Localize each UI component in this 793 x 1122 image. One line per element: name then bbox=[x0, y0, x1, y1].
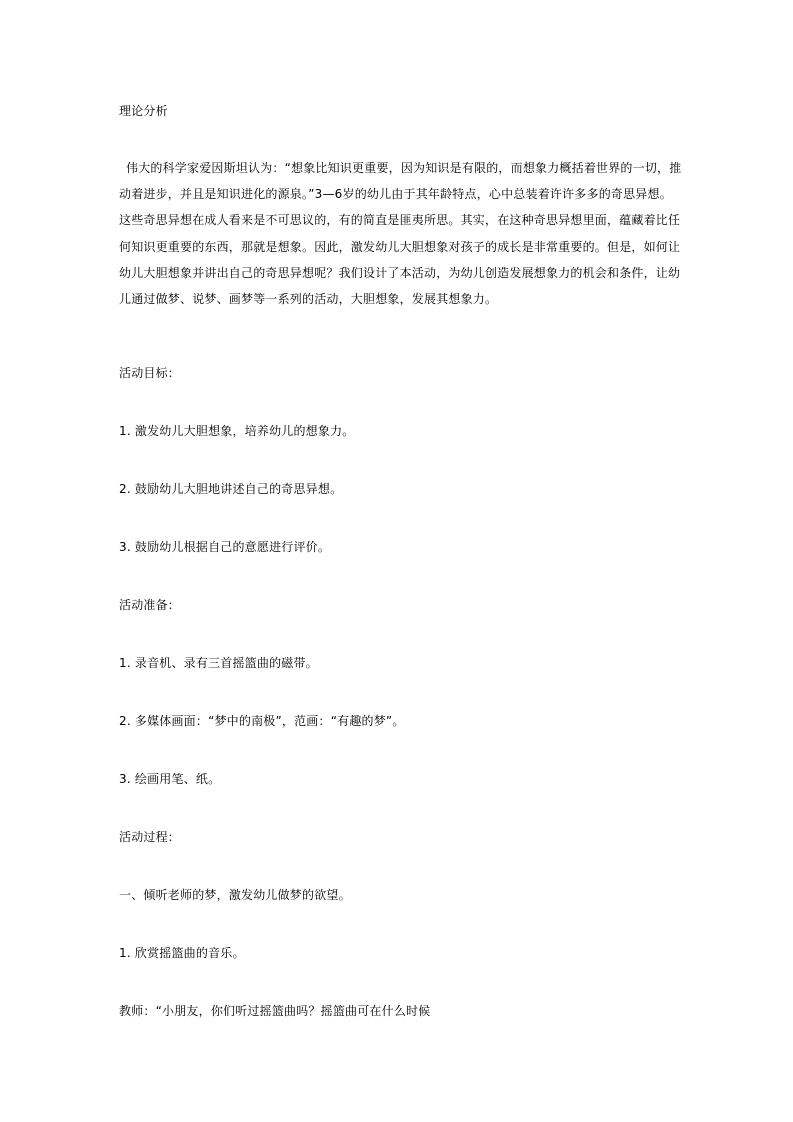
goal-item: 2. 鼓励幼儿大胆地讲述自己的奇思异想。 bbox=[119, 482, 343, 496]
process-heading: 活动过程： bbox=[119, 830, 181, 844]
intro-paragraph bbox=[119, 155, 691, 312]
process-sub-item: 1. 欣赏摇篮曲的音乐。 bbox=[119, 946, 245, 960]
intro-line: 何知识更重要的东西，那就是想象。因此，激发幼儿大胆想象对孩子的成长是非常重要的。但是，如何让 bbox=[119, 239, 681, 254]
intro-line: 儿通过做梦、说梦、画梦等一系列的活动，大胆想象，发展其想象力。 bbox=[119, 292, 498, 307]
intro-line: 伟大的科学家爱因斯坦认为：“想象比知识更重要，因为知识是有限的，而想象力概括着世界的一切，推 bbox=[126, 161, 682, 175]
goal-item: 1. 激发幼儿大胆想象，培养幼儿的想象力。 bbox=[119, 424, 355, 438]
process-step: 一、倾听老师的梦，激发幼儿做梦的欲望。 bbox=[119, 888, 351, 902]
prep-item: 3. 绘画用笔、纸。 bbox=[119, 772, 221, 786]
prep-item: 2. 多媒体画面：“梦中的南极”，范画：“有趣的梦”。 bbox=[119, 714, 405, 728]
intro-line: 幼儿大胆想象并讲出自己的奇思异想呢？我们设计了本活动，为幼儿创造发展想象力的机会和条件，让幼 bbox=[119, 265, 681, 280]
section-title: 理论分析 bbox=[119, 104, 168, 118]
prep-item: 1. 录音机、录有三首摇篮曲的磁带。 bbox=[119, 656, 318, 670]
goals-heading: 活动目标： bbox=[119, 366, 181, 380]
intro-line: 动着进步，并且是知识进化的源泉。”3—6岁的幼儿由于其年龄特点，心中总装着许许多多的奇思异想。 bbox=[119, 187, 672, 202]
goal-item: 3. 鼓励幼儿根据自己的意愿进行评价。 bbox=[119, 540, 331, 554]
teacher-dialogue: 教师：“小朋友，你们听过摇篮曲吗？摇篮曲可在什么时候 bbox=[119, 1004, 431, 1018]
intro-line: 这些奇思异想在成人看来是不可思议的，有的简直是匪夷所思。其实，在这种奇思异想里面，蕴藏着比任 bbox=[119, 213, 681, 228]
prep-heading: 活动准备： bbox=[119, 598, 181, 612]
